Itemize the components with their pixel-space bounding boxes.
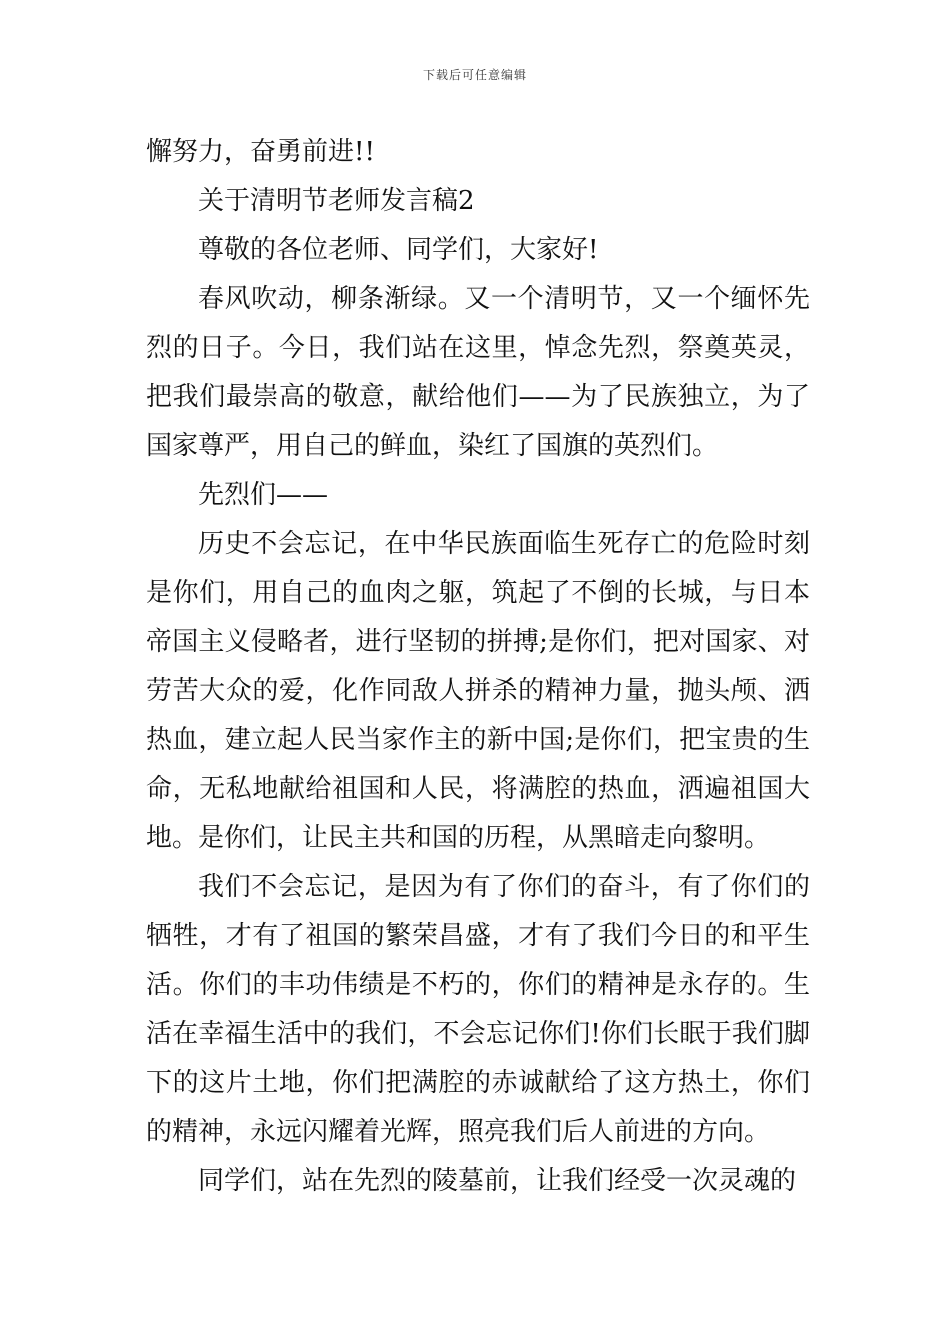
paragraph: 同学们，站在先烈的陵墓前，让我们经受一次灵魂的 <box>198 1166 797 1196</box>
header-note: 下载后可任意编辑 <box>422 68 527 82</box>
document-body <box>146 128 810 1206</box>
paragraph: 春风吹动，柳条渐绿。又一个清明节，又一个缅怀先烈的日子。今日，我们站在这里，悼念先烈，祭奠英灵，把我们最崇高的敬意，献给他们——为了民族独立，为了国家尊严，用自己的鲜血，染红了国旗的英烈们。 <box>146 284 810 461</box>
section-title: 关于清明节老师发言稿2 <box>198 186 475 216</box>
paragraph: 我们不会忘记，是因为有了你们的奋斗，有了你们的牺牲，才有了祖国的繁荣昌盛，才有了我们今日的和平生活。你们的丰功伟绩是不朽的，你们的精神是永存的。生活在幸福生活中的我们，不会忘记你们!你们长眠于我们脚下的这片土地，你们把满腔的赤诚献给了这方热土，你们的精神，永远闪耀着光辉，照亮我们后人前进的方向。 <box>146 872 810 1147</box>
paragraph: 先烈们—— <box>198 480 329 510</box>
salutation: 尊敬的各位老师、同学们，大家好! <box>198 235 599 265</box>
paragraph: 历史不会忘记，在中华民族面临生死存亡的危险时刻是你们，用自己的血肉之躯，筑起了不倒的长城，与日本帝国主义侵略者，进行坚韧的拼搏;是你们，把对国家、对劳苦大众的爱，化作同敌人拼杀的精神力量，抛头颅、洒热血，建立起人民当家作主的新中国;是你们，把宝贵的生命，无私地献给祖国和人民，将满腔的热血，洒遍祖国大地。是你们，让民主共和国的历程，从黑暗走向黎明。 <box>146 529 810 853</box>
paragraph-continuation: 懈努力，奋勇前进!! <box>146 137 375 167</box>
